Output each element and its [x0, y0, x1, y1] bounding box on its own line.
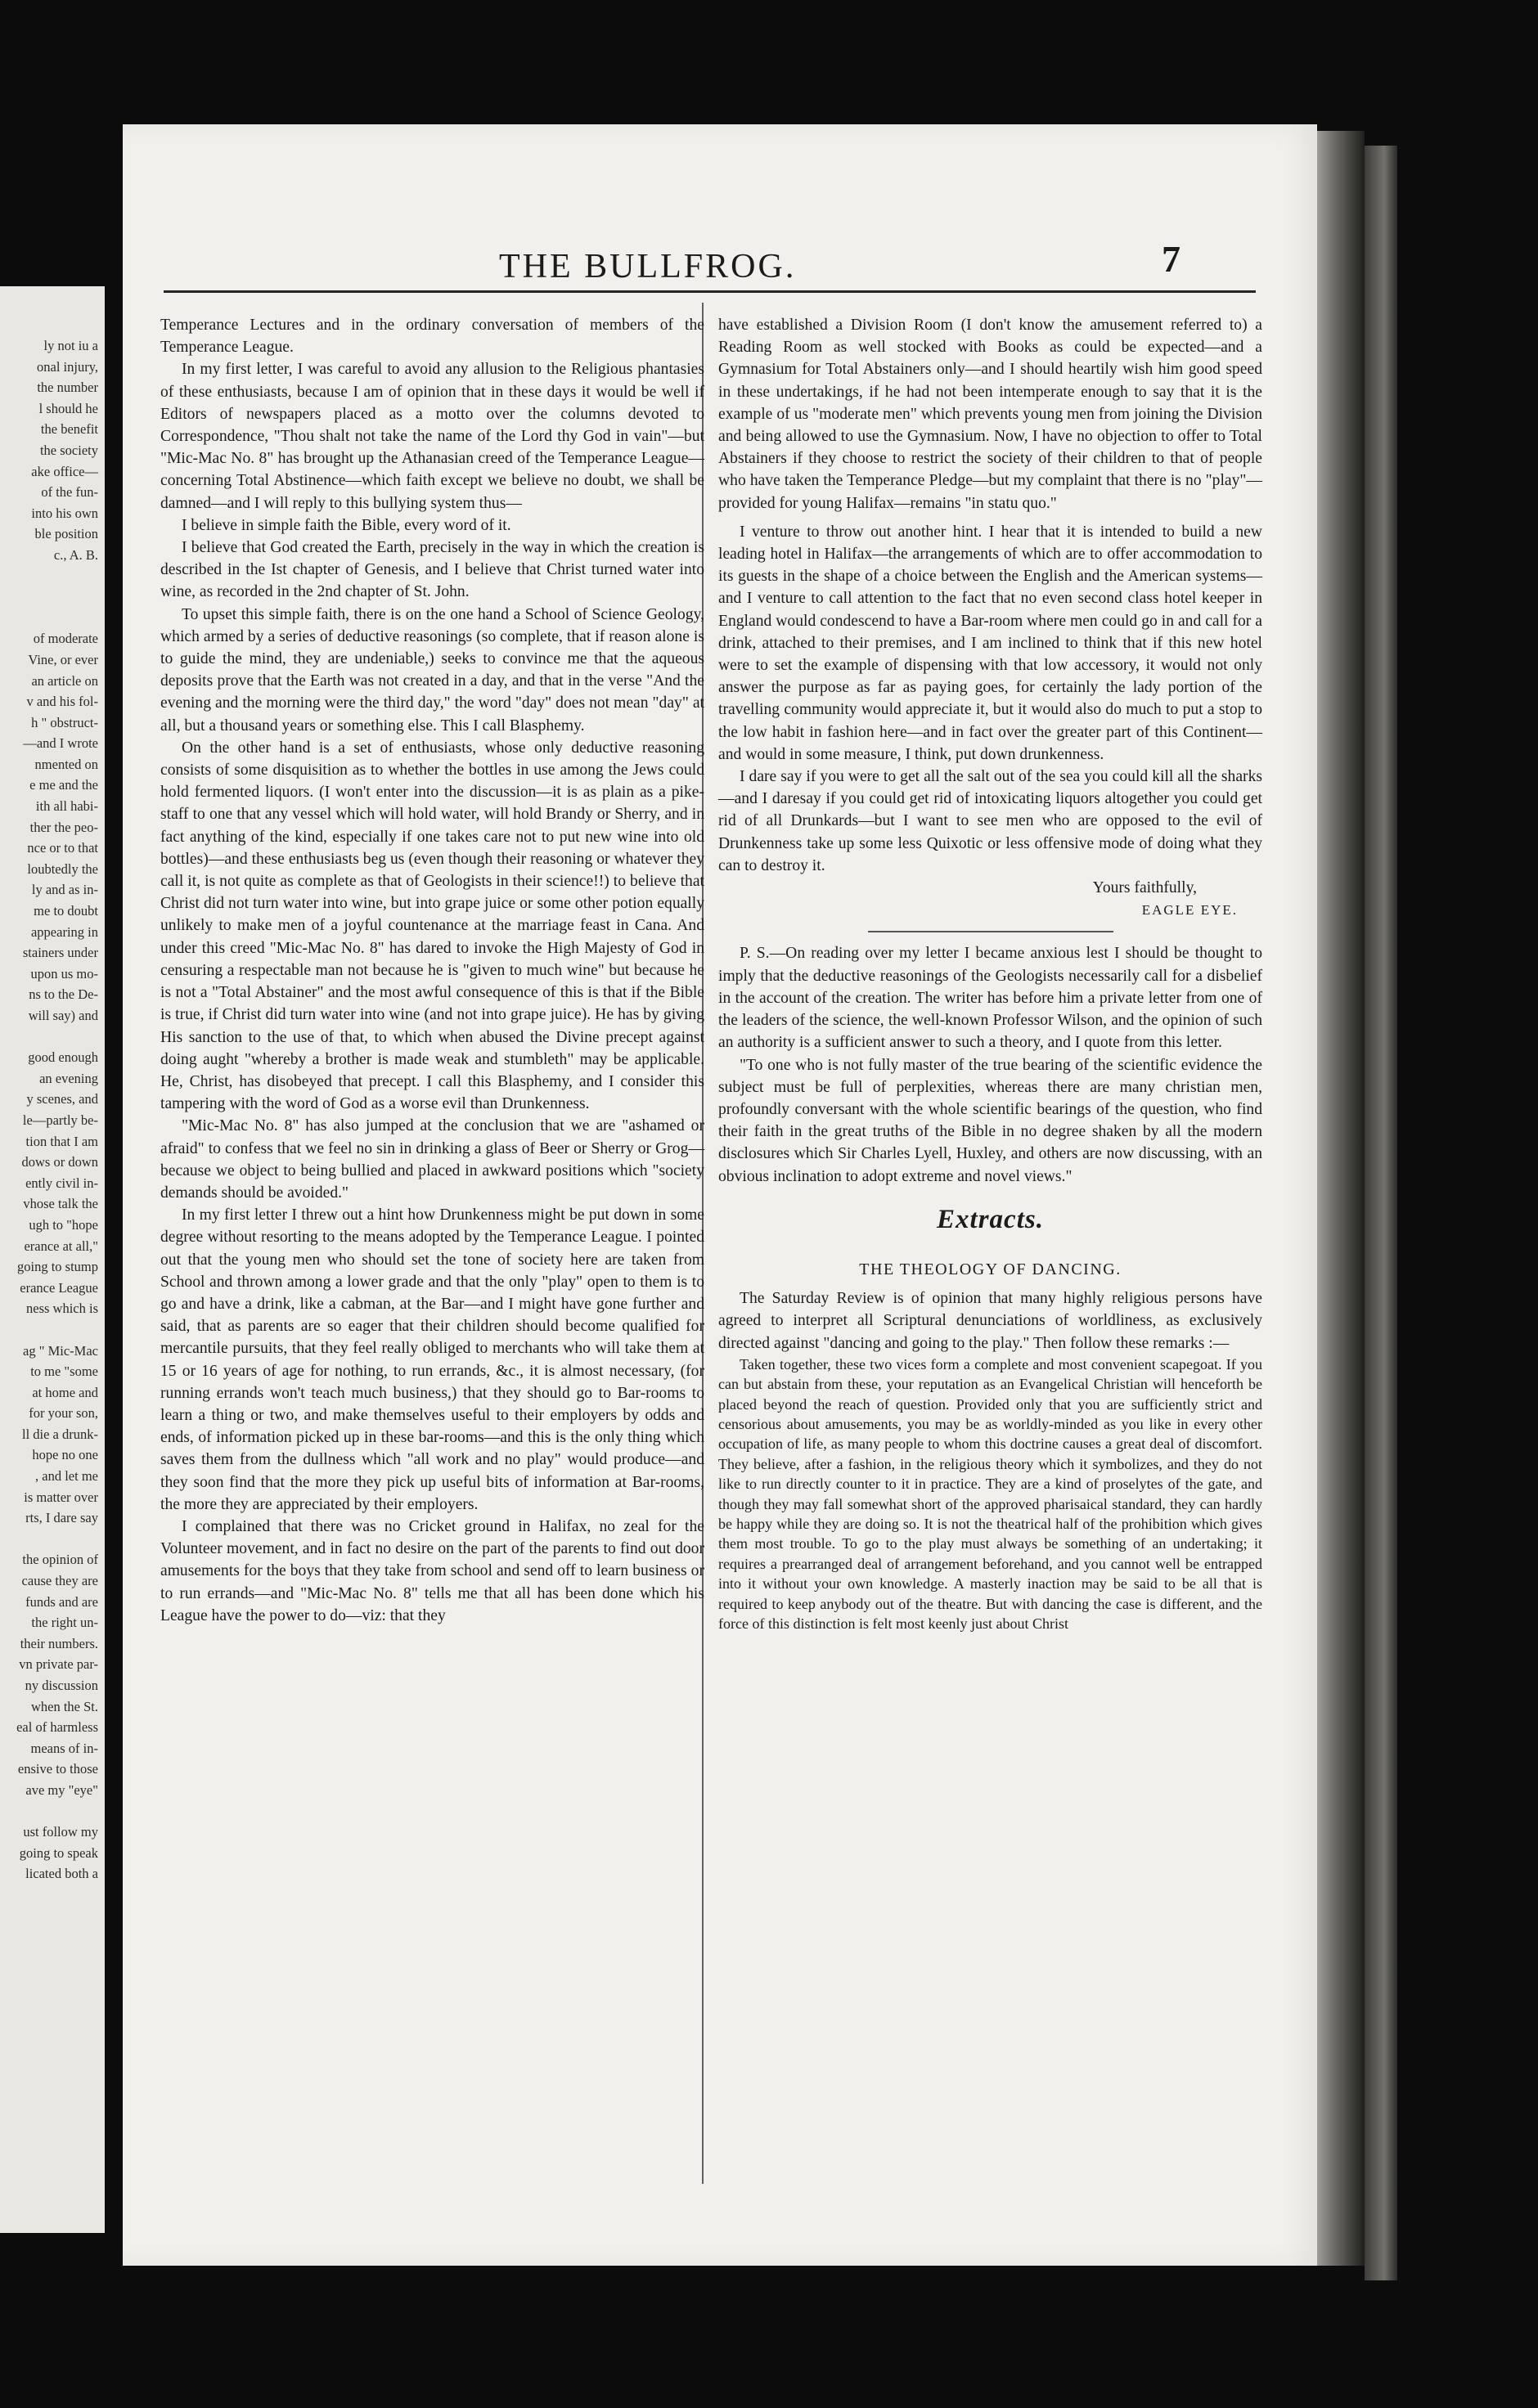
- previous-page-line: ag " Mic-Mac: [23, 1342, 98, 1359]
- previous-page-line: ly not iu a: [43, 338, 98, 353]
- previous-page-line: , and let me: [35, 1468, 98, 1485]
- previous-page-line: [0, 586, 98, 608]
- previous-page-line: h " obstruct-: [31, 714, 98, 730]
- separator-rule: [868, 931, 1113, 932]
- paragraph: I believe in simple faith the Bible, every word of it.: [182, 516, 511, 534]
- previous-page-line: the benefit: [40, 421, 98, 438]
- previous-page-line: nmented on: [34, 756, 98, 772]
- previous-page-line: loubtedly the: [27, 860, 98, 877]
- previous-page-line: [0, 1801, 98, 1822]
- previous-page-line: upon us mo-: [30, 965, 98, 982]
- previous-page-line: to me "some: [30, 1363, 98, 1380]
- previous-page-text: [0, 335, 98, 1885]
- previous-page-line: an evening: [39, 1070, 98, 1086]
- previous-page-line: [0, 608, 98, 629]
- signoff-closing: Yours faithfully,: [1092, 879, 1197, 897]
- previous-page-line: [0, 1027, 98, 1048]
- postscript-quote: "To one who is not fully master of the true bearing of the scientific evidence the subject must be full of perplexities, whereas there are many christian men, profoundly conversant with the whole scientific bearings of the question, who find their faith in the great truths of the Bible in no degree shaken by all the modern disclosures which Sir Charles Lyell, Huxley, and others are now discussing, with an obvious inclination to adopt extreme and novel views.": [718, 1056, 1262, 1185]
- previous-page-line: when the St.: [30, 1698, 98, 1714]
- previous-page-line: —and I wrote: [23, 735, 98, 752]
- paragraph: Temperance Lectures and in the ordinary conversation of members of the Temperance League.: [160, 317, 704, 357]
- previous-page-line: y scenes, and: [26, 1091, 98, 1107]
- paragraph: On the other hand is a set of enthusiasts, whose only deductive reasoning consists of some disquisition as to whether the bottles in use among the Jews could hold fermented liquors. (I won't enter into the discussion—it is as plain as a pike-staff to one that any vessel which will hold water, will hold Brandy or Sherry, and in fact anything of the kind, especially if one takes care not to put new wine into old bottles)—and these enthusiasts beg us (even though their reasoning or whatever they call it, is not quite as complete as that of Geologists in their science!!) to believe that Christ did not turn water into wine, but into grape juice or some other potion equally unlikely to make men of a joyful countenance at the marriage feast in Cana. And under this creed "Mic-Mac No. 8" has dared to invoke the High Majesty of God in censuring a respectable man not because he is "given to much wine" but because he is not a "Total Abstainer" and the most awful consequence of this is that if the Bible is true, if Christ did turn water into wine (and not into grape juice). He has by giving His sanction to the use of that, to which when abused the Divine precept against doing aught "whereby a brother is made weak and stumbleth" may be applicable. He, Christ, has disobeyed that precept. I call this Blasphemy, and I consider this tampering with the word of God as a worse evil than Drunkenness.: [160, 739, 704, 1113]
- paragraph: In my first letter I threw out a hint how Drunkenness might be put down in some degree without resorting to the means adopted by the Temperance League. I pointed out that the young men who should set the tone of society here are taken from School and thrown among a lower grade and that the only "play" open to them is to go and have a drink, like a cabman, at the Bar—and I might have gone further and said, that as parents are so eager that their children should become qualified for mercantile pursuits, that they feel really obliged to merchants who will take them at 15 or 16 years of age for nothing, to run errands, &c., it is almost necessary, (for running errands won't teach much business,) that they should go to Bar-rooms to learn a thing or two, and make themselves useful to their employers by odds and ends, of information picked up in these bar-rooms—and this is the only thing which saves them from the dullness which "all work and no play" would produce—and they soon find that the more they pick up useful bits of information at Bar-rooms, the more they are appreciated by their employers.: [160, 1206, 704, 1513]
- previous-page-line: going to speak: [19, 1844, 98, 1861]
- previous-page-line: nce or to that: [27, 840, 98, 856]
- section-heading: Extracts.: [937, 1204, 1044, 1234]
- previous-page-line: appearing in: [30, 923, 98, 940]
- previous-page-line: erance at all,": [24, 1238, 98, 1254]
- previous-page-line: vn private par-: [19, 1656, 98, 1673]
- postscript-paragraph: P. S.—On reading over my letter I became anxious lest I should be thought to imply that the deductive reasonings of the Geologists necessarily call for a disbelief in the account of the creation. The writer has before him a private letter from one of the leaders of the science, the well-known Professor Wilson, and the opinion of such an authority is a sufficient answer to such a theory, and I quote from this letter.: [718, 945, 1262, 1052]
- previous-page-line: v and his fol-: [26, 694, 98, 710]
- previous-page-line: an article on: [31, 672, 98, 689]
- paragraph: In my first letter, I was careful to avoid any allusion to the Religious phantasies of these enthusiasts, because I am of opinion that in these days it would be well if Editors of newspapers placed as a motto over the columns devoted to Correspondence, "Thou shalt not take the name of the Lord thy God in vain"—but "Mic-Mac No. 8" has brought up the Athanasian creed of the Temperance League—concerning Total Abstinence—which faith except we believe no doubt, we shall be damned—and I will reply to this bullying system thus—: [160, 361, 704, 512]
- previous-page-line: eal of harmless: [16, 1719, 98, 1736]
- previous-page-line: ll die a drunk-: [21, 1426, 98, 1442]
- previous-page-line: at home and: [32, 1384, 98, 1400]
- previous-page-line: the opinion of: [22, 1552, 98, 1568]
- previous-page-line: good enough: [28, 1049, 98, 1066]
- previous-page-line: onal injury,: [37, 358, 98, 375]
- previous-page-line: ly and as in-: [31, 882, 98, 898]
- right-column: [718, 314, 1262, 1633]
- previous-page-line: [0, 1319, 98, 1341]
- article-intro: The Saturday Review is of opinion that many highly religious persons have agreed to interpret all Scriptural denunciations of worldliness, as exclusively directed against "dancing and going to the play." Then follow these remarks :—: [718, 1290, 1262, 1352]
- previous-page-line: of the fun-: [41, 484, 98, 501]
- paragraph: I complained that there was no Cricket ground in Halifax, no zeal for the Volunteer movement, and in fact no desire on the part of the parents to find out door amusements for the boys that they take from school and send off to learn business or to run errands—and "Mic-Mac No. 8" tells me that all has been done which his League have the power to do—viz: that they: [160, 1517, 704, 1624]
- paragraph: To upset this simple faith, there is on the one hand a School of Science Geology, which armed by a series of deductive reasonings (so complete, that if reason alone is to guide the mind, they are undeniable,) seeks to convince me that the aqueous deposits prove that the Earth was not created in a day, and that in the verse "And the evening and the morning were the third day," the word "day" does not mean "day" at all, but a thousand years or something else. This I call Blasphemy.: [160, 605, 704, 735]
- previous-page-line: e me and the: [29, 777, 98, 793]
- previous-page-edge: [0, 286, 105, 2233]
- previous-page-line: of moderate: [33, 631, 98, 647]
- previous-page-line: dows or down: [21, 1154, 98, 1170]
- paragraph: I believe that God created the Earth, precisely in the way in which the creation is described in the Ist chapter of Genesis, and I believe that Christ turned water into wine, as recorded in the 2nd chapter of St. John.: [160, 539, 704, 601]
- previous-page-line: l should he: [38, 400, 98, 416]
- previous-page-line: ness which is: [26, 1301, 98, 1317]
- previous-page-line: [0, 1529, 98, 1550]
- paragraph: have established a Division Room (I don't know the amusement referred to) a Reading Room as well stocked with Books as could be expected—and a Gymnasium for Total Abstainers only—and I should heartily wish him good speed in these undertakings, if he had not been intemperate enough to say that it is the example of us "moderate men" which prevents young men from joining the Division and being allowed to use the Gymnasium. Now, I have no objection to offer to Total Abstainers if they choose to restrict the society of their children to that of people who have taken the Temperance Pledge—but my complaint that there is no "play"—provided for young Halifax—remains "in statu quo.": [718, 317, 1262, 512]
- previous-page-line: erance League: [20, 1279, 98, 1296]
- book-binding: [1317, 131, 1365, 2266]
- previous-page-line: going to stump: [16, 1259, 98, 1275]
- header-rule: [164, 290, 1256, 293]
- previous-page-line: the number: [37, 380, 98, 396]
- previous-page-line: stainers under: [22, 945, 98, 961]
- paragraph: "Mic-Mac No. 8" has also jumped at the conclusion that we are "ashamed or afraid" to confess that we feel no sin in drinking a glass of Beer or Sherry or Grog—because we object to being bullied and placed in awkward positions which "society demands should be avoided.": [160, 1117, 704, 1202]
- previous-page-line: ther the peo-: [29, 819, 98, 835]
- previous-page-line: me to doubt: [34, 903, 98, 919]
- article-body: Taken together, these two vices form a complete and most convenient scapegoat. If you can but abstain from these, your reputation as an Evangelical Christian will henceforth be placed beyond the reach of question. Provided only that you are sufficiently strict and censorious about amusements, you may be as worldly-minded as you like in every other occupation of life, as many people to whom this doctrine causes a great deal of discomfort. They believe, after a fashion, in the religious theory which it symbolizes, and they do not like to run directly counter to it in practice. They are a kind of proselytes of the gate, and though they may fall somewhat short of the approved pharisaical standard, they can hardly be happy while they are doing so. It is not the theatrical half of the prohibition which gives them most trouble. To go to the play must always be something of an undertaking; it requires a prearranged deal of arrangement beforehand, and you cannot well be entrapped into it without your own knowledge. A masterly inaction may be said to be all that is required to keep anybody out of the theatre. But with dancing the case is different, and the force of this distinction is felt most keenly just about Christ: [718, 1355, 1262, 1633]
- previous-page-line: ny discussion: [25, 1678, 98, 1693]
- previous-page-line: for your son,: [29, 1405, 98, 1422]
- previous-page-line: tion that I am: [25, 1133, 98, 1149]
- previous-page-line: their numbers.: [20, 1635, 98, 1651]
- running-title: THE BULLFROG.: [499, 248, 797, 285]
- previous-page-line: ake office—: [31, 463, 98, 479]
- previous-page-line: rts, I dare say: [25, 1510, 98, 1526]
- previous-page-line: ently civil in-: [25, 1175, 98, 1191]
- previous-page-line: Vine, or ever: [28, 651, 98, 667]
- previous-page-line: [0, 566, 98, 587]
- previous-page-line: c., A. B.: [53, 546, 98, 563]
- previous-page-line: licated both a: [25, 1866, 98, 1882]
- previous-page-line: ugh to "hope: [29, 1216, 98, 1233]
- book-spine-edge: [1365, 146, 1397, 2280]
- previous-page-line: ave my "eye": [25, 1781, 98, 1798]
- signoff-name: EAGLE EYE.: [1141, 902, 1238, 919]
- previous-page-line: is matter over: [24, 1489, 98, 1505]
- previous-page-line: ith all habi-: [35, 798, 98, 815]
- article-title: THE THEOLOGY OF DANCING.: [859, 1260, 1122, 1278]
- previous-page-line: will say) and: [28, 1008, 98, 1023]
- previous-page-line: the right un-: [31, 1615, 98, 1631]
- previous-page-line: ble position: [34, 526, 98, 542]
- page-number: 7: [1162, 238, 1180, 280]
- previous-page-line: hope no one: [32, 1447, 98, 1463]
- previous-page-line: into his own: [31, 505, 98, 521]
- previous-page-line: le—partly be-: [22, 1112, 98, 1128]
- previous-page-line: ns to the De-: [29, 986, 98, 1003]
- previous-page-line: vhose talk the: [23, 1196, 98, 1212]
- previous-page-line: the society: [39, 442, 98, 458]
- left-column: [160, 314, 704, 1627]
- previous-page-line: funds and are: [25, 1593, 98, 1610]
- previous-page-line: ust follow my: [23, 1824, 98, 1840]
- previous-page-line: cause they are: [21, 1573, 98, 1589]
- paragraph: I dare say if you were to get all the salt out of the sea you could kill all the sharks—and I daresay if you could get rid of intoxicating liquors altogether you could get rid of all Drunkards—but I want to see men who are opposed to the evil of Drunkenness take up some less Quixotic or less offensive mode of doing what they can to destroy it.: [718, 768, 1262, 874]
- previous-page-line: means of in-: [30, 1740, 98, 1756]
- paragraph: I venture to throw out another hint. I hear that it is intended to build a new leading hotel in Halifax—the arrangements of which are to offer accommodation to its guests in the shape of a choice between the English and the American systems—and I venture to call attention to the fact that no even second class hotel keeper in England would condescend to have a Bar-room where men could go in and call for a drink, attached to their premises, and I am inclined to think that if this new hotel were to set the example of dispensing with that low accessory, it would not only answer the purpose as far as paying goes, for certainly the lady portion of the travelling community would appreciate it, but it would also do much to put a stop to the low habit in fashion here—and in fact over the greater part of this Continent—and would in some measure, I think, put down drunkenness.: [718, 523, 1262, 763]
- previous-page-line: ensive to those: [17, 1761, 98, 1777]
